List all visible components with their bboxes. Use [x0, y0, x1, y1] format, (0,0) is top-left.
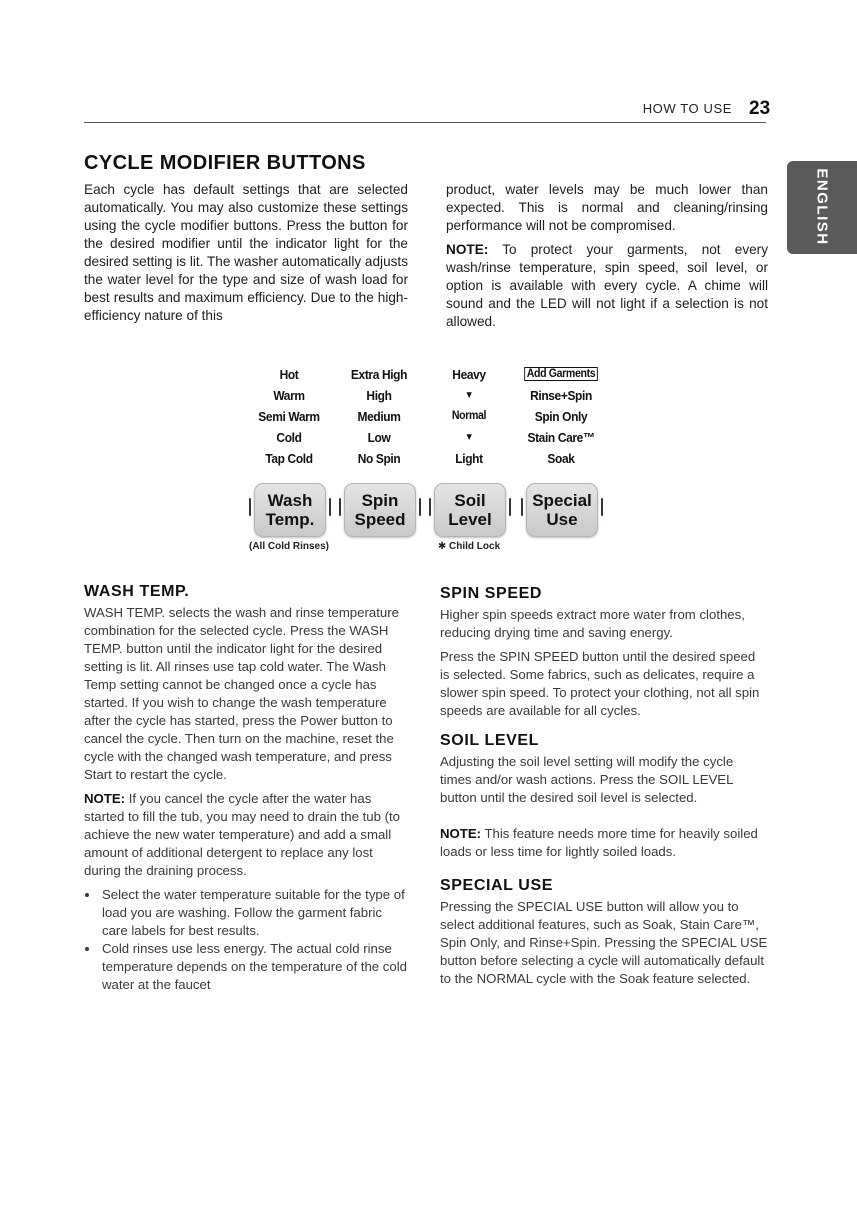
intro-left-paragraph: Each cycle has default settings that are selected automatically. You may also customize these settings using the cycle modifier buttons. Press the button for the desired modifier until the indicator light for the desired setting is lit. The washer automatically adjusts the water level for the type and size of wash load for best results and maximum efficiency. Due to the high-efficiency nature of this — [84, 182, 408, 323]
special-use-options — [516, 364, 606, 469]
all-cold-rinses-note: (All Cold Rinses) — [248, 541, 329, 552]
option-label: Rinse+Spin — [530, 388, 592, 403]
soil-level-options — [424, 364, 514, 469]
option-label: Tap Cold — [265, 451, 313, 466]
child-lock-note: ✱ Child Lock — [437, 541, 501, 552]
soil-level-paragraph: Adjusting the soil level setting will modify the cycle times and/or wash actions. Press the SOIL LEVEL button until the desired soil level is selected. — [440, 754, 734, 805]
page-title: CYCLE MODIFIER BUTTONS — [84, 152, 366, 174]
wash-temp-note — [84, 790, 408, 880]
wash-temp-bullets — [84, 886, 408, 994]
option-label: Warm — [273, 388, 305, 403]
down-arrow-icon: ▼ — [464, 432, 474, 443]
soil-level-heading: SOIL LEVEL — [440, 732, 540, 749]
option-label: High — [366, 388, 392, 403]
option-label: Heavy — [452, 367, 486, 382]
soil-level-note — [440, 825, 768, 861]
option-label: Hot — [279, 367, 299, 382]
intro-right-column — [446, 181, 768, 331]
special-use-paragraph: Pressing the SPECIAL USE button will allow you to select additional features, such as Soak, Stain Care™, Spin Only, and Rinse+Spin. Pressing the SPECIAL USE button before selecting a cycle will automatically default to the NORMAL cycle with the Soak feature selected. — [440, 899, 768, 986]
special-use-button[interactable] — [526, 483, 598, 537]
option-label: Low — [367, 430, 391, 445]
option-label: Soak — [547, 451, 575, 466]
button-label: Soil — [454, 491, 486, 510]
header-section-label: HOW TO USE — [642, 101, 732, 116]
note-label: NOTE: — [84, 791, 126, 806]
intro-right-paragraph: product, water levels may be much lower than expected. This is normal and cleaning/rinsing performance will not be compromised. — [446, 182, 768, 233]
intro-note — [446, 241, 768, 331]
special-use-heading: SPECIAL USE — [440, 877, 553, 894]
button-label: Special — [532, 491, 592, 510]
option-label: Cold — [276, 430, 302, 445]
page-number: 23 — [749, 98, 771, 119]
spin-speed-options — [334, 364, 424, 469]
spin-speed-paragraph: Press the SPIN SPEED button until the desired speed is selected. Some fabrics, such as delicates, require a slower spin speed. To protect your clothing, not all spin speeds are available for all cycles. — [440, 649, 760, 718]
option-label-boxed: Add Garments — [520, 364, 603, 385]
soil-level-body — [440, 753, 768, 807]
soil-level-button[interactable] — [434, 483, 506, 537]
button-label: Speed — [354, 510, 406, 529]
down-arrow-icon: ▼ — [464, 390, 474, 401]
language-tab-label: ENGLISH — [813, 168, 831, 246]
option-label: No Spin — [357, 451, 401, 466]
wash-temp-button[interactable] — [254, 483, 326, 537]
button-label: Level — [448, 510, 492, 529]
option-label: Light — [455, 451, 483, 466]
option-label: Stain Care™ — [527, 430, 595, 445]
soil-level-note-block — [440, 825, 768, 861]
option-label: Normal — [451, 410, 487, 422]
note-label: NOTE: — [440, 826, 482, 841]
spin-speed-button[interactable] — [344, 483, 416, 537]
spin-speed-paragraph: Higher spin speeds extract more water from clothes, reducing drying time and saving energy. — [440, 607, 745, 640]
note-text: To protect your garments, not every wash/rinse temperature, spin speed, soil level, or option is available with every cycle. A chime will sound and the LED will not light if a selection is not allowed. — [446, 242, 768, 329]
special-use-body — [440, 898, 768, 988]
wash-temp-options — [244, 364, 334, 469]
button-label: Use — [546, 510, 578, 529]
option-label: Spin Only — [534, 409, 588, 424]
option-label: Medium — [357, 409, 401, 424]
spin-speed-heading: SPIN SPEED — [440, 585, 543, 602]
list-item: • Select the water temperature suitable for the type of load you are washing. Follow the garment fabric care labels for best results. — [100, 886, 408, 940]
button-label: Wash — [267, 491, 313, 510]
language-tab — [787, 161, 857, 254]
option-label: Extra High — [350, 367, 408, 382]
button-label: Temp. — [265, 510, 315, 529]
header-divider — [84, 122, 766, 123]
note-text: If you cancel the cycle after the water has started to fill the tub, you may need to drain the tub (to achieve the new water temperature) and add a small amount of additional detergent to replace any lost during the draining process. — [84, 791, 400, 878]
spin-speed-body — [440, 606, 768, 720]
note-label: NOTE: — [446, 242, 489, 257]
list-item: • Cold rinses use less energy. The actual cold rinse temperature depends on the temperature of the cold water at the faucet — [100, 940, 408, 994]
button-label: Spin — [361, 491, 399, 510]
wash-temp-heading: WASH TEMP. — [84, 583, 190, 600]
option-label: Semi Warm — [258, 409, 320, 424]
wash-temp-body — [84, 604, 408, 994]
note-text: This feature needs more time for heavily soiled loads or less time for lightly soiled loads. — [440, 826, 758, 859]
wash-temp-paragraph: WASH TEMP. selects the wash and rinse temperature combination for the selected cycle. Press the WASH TEMP. button until the indicator light for the desired setting is lit. All rinses use tap cold water. The Wash Temp setting cannot be changed once a cycle has started. If you wish to change the wash temperature after the cycle has started, press the Power button to cancel the cycle. Then turn on the machine, reset the cycle with the changed wash temperature, and press Start to restart the cycle. — [84, 605, 399, 782]
